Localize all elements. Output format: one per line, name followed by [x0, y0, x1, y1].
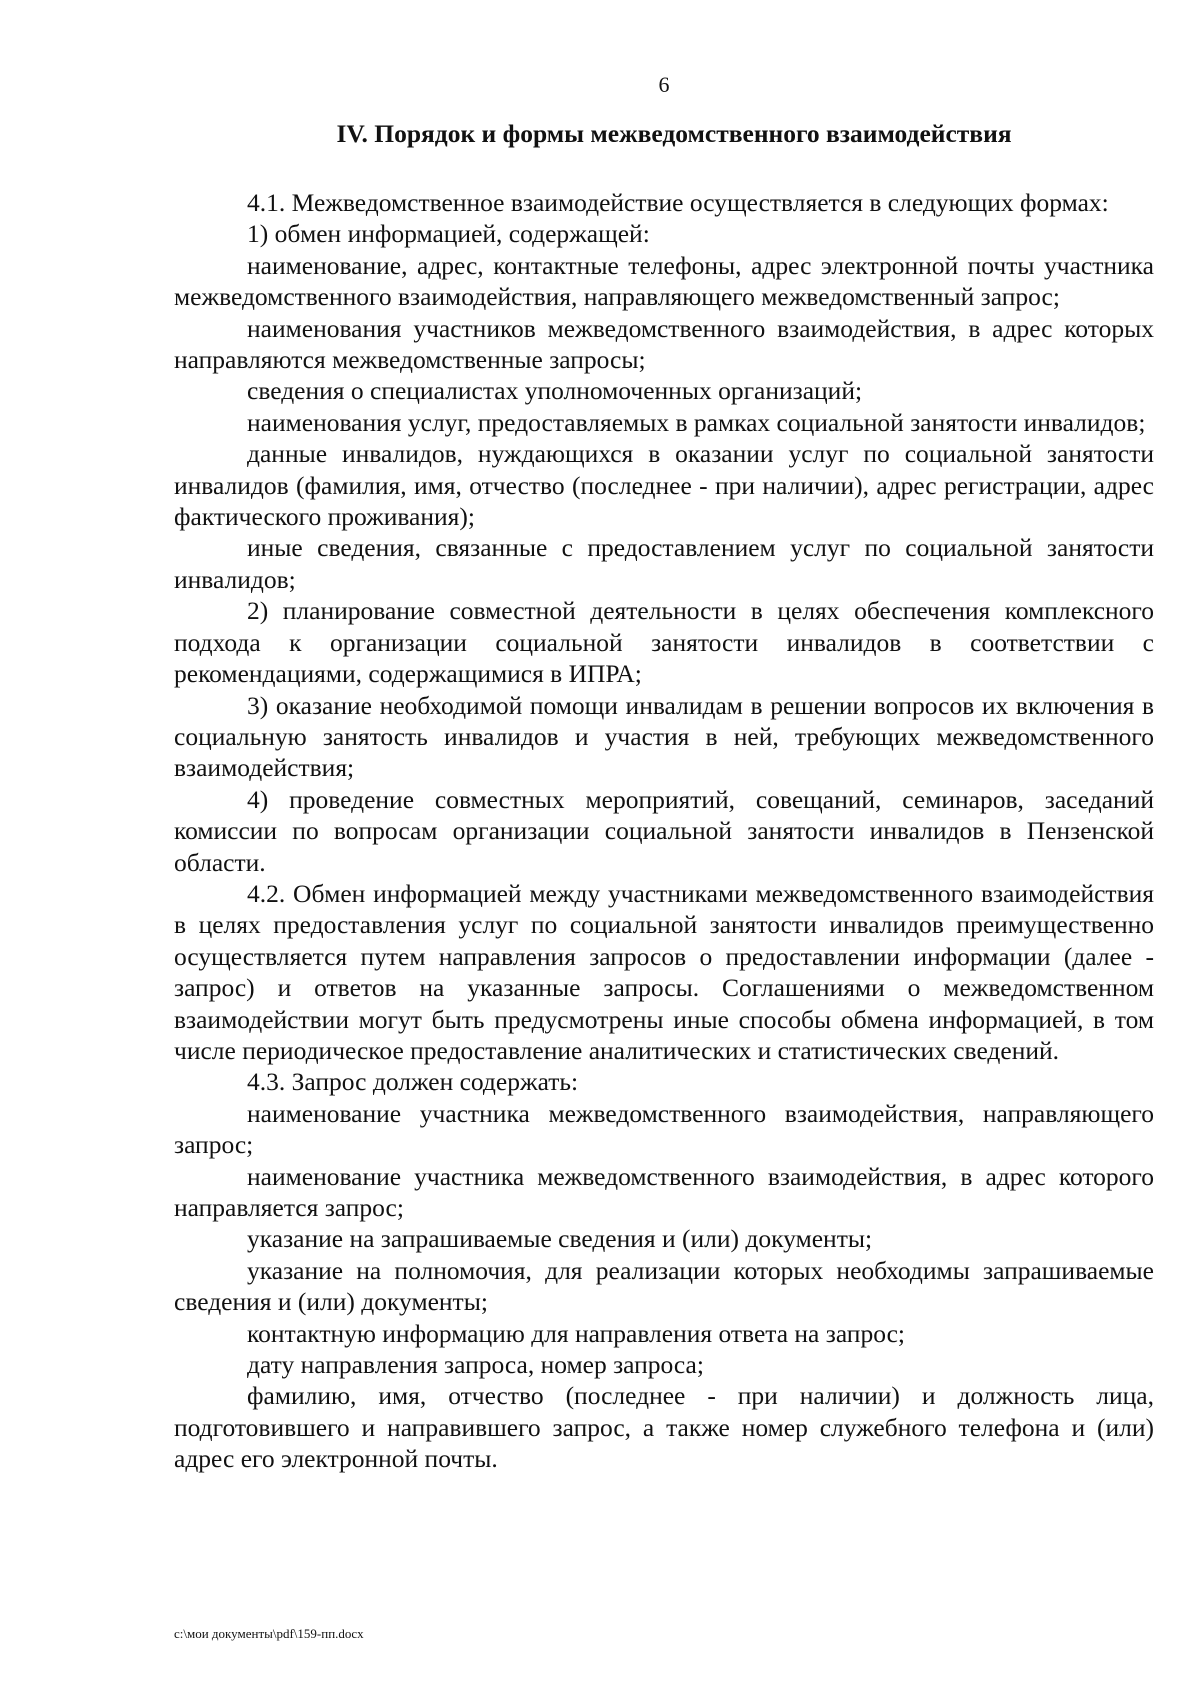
paragraph: 4.2. Обмен информацией между участниками межведомственного взаимодействия в целях предоставления услуг по социальной занятости инвалидов преимущественно осуществляется путем направления запросов о предоставлении информации (далее - запрос) и ответов на указанные запросы. Соглашениями о межведомственном взаимодействии могут быть предусмотрены иные способы обмена информацией, в том числе периодическое предоставление аналитических и статистических сведений.	[174, 878, 1154, 1065]
paragraph: 3) оказание необходимой помощи инвалидам в решении вопросов их включения в социальную занятость инвалидов и участия в ней, требующих межведомственного взаимодействия;	[174, 690, 1154, 783]
paragraph: данные инвалидов, нуждающихся в оказании услуг по социальной занятости инвалидов (фамилия, имя, отчество (последнее - при наличии), адрес регистрации, адрес фактического проживания);	[174, 439, 1154, 532]
paragraph: дату направления запроса, номер запроса;	[247, 1350, 704, 1380]
paragraph: наименование участника межведомственного взаимодействия, в адрес которого направляется запрос;	[174, 1161, 1154, 1222]
paragraph: наименования услуг, предоставляемых в рамках социальной занятости инвалидов;	[247, 407, 1146, 437]
paragraph: указание на полномочия, для реализации которых необходимы запрашиваемые сведения и (или) документы;	[174, 1255, 1154, 1317]
page-number: 6	[658, 72, 670, 97]
paragraph: 2) планирование совместной деятельности в целях обеспечения комплексного подхода к организации социальной занятости инвалидов в соответствии с рекомендациями, содержащимися в ИПРА;	[174, 596, 1154, 689]
paragraph: наименование участника межведомственного взаимодействия, направляющего запрос;	[174, 1098, 1154, 1160]
paragraph: наименования участников межведомственного взаимодействия, в адрес которых направляются межведомственные запросы;	[174, 313, 1154, 375]
paragraph: наименование, адрес, контактные телефоны, адрес электронной почты участника межведомственного взаимодействия, направляющего межведомственный запрос;	[174, 250, 1154, 312]
paragraph: указание на запрашиваемые сведения и (или) документы;	[247, 1224, 873, 1254]
paragraph: 1) обмен информацией, содержащей:	[247, 219, 650, 249]
paragraph: 4.3. Запрос должен содержать:	[247, 1067, 579, 1097]
paragraph: контактную информацию для направления ответа на запрос;	[247, 1318, 905, 1348]
paragraph: 4) проведение совместных мероприятий, совещаний, семинаров, заседаний комиссии по вопросам организации социальной занятости инвалидов в Пензенской области.	[174, 784, 1154, 877]
footer-file-path: c:\мои документы\pdf\159-пп.docx	[174, 1626, 364, 1641]
paragraph: иные сведения, связанные с предоставлением услуг по социальной занятости инвалидов;	[174, 533, 1154, 594]
document-body	[174, 187, 1154, 1475]
paragraph: сведения о специалистах уполномоченных организаций;	[247, 376, 863, 406]
paragraph: 4.1. Межведомственное взаимодействие осуществляется в следующих формах:	[247, 188, 1109, 217]
section-title: IV. Порядок и формы межведомственного взаимодействия	[336, 119, 1012, 148]
paragraph: фамилию, имя, отчество (последнее - при наличии) и должность лица, подготовившего и направившего запрос, а также номер служебного телефона и (или) адрес его электронной почты.	[174, 1381, 1154, 1474]
